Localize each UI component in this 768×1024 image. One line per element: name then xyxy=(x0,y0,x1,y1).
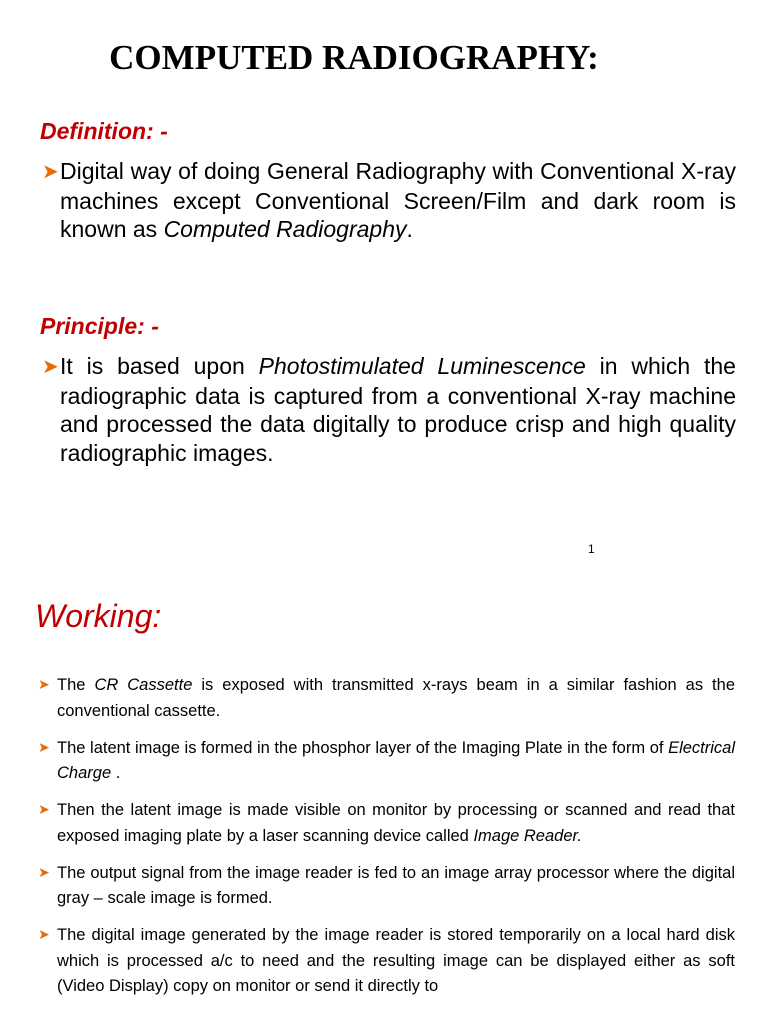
working-list xyxy=(38,672,735,1010)
page-title: COMPUTED RADIOGRAPHY: xyxy=(109,38,599,77)
item-emphasis: Image Reader. xyxy=(473,826,582,845)
principle-text-end: in which the radiographic data is captured from a conventional X-ray machine and processed the data digitally to produce crisp and high quality radiographic images. xyxy=(60,353,736,466)
definition-block xyxy=(42,157,736,244)
definition-text: Digital way of doing General Radiography with Conventional X-ray machines except Conventional Screen/Film and dark room is known as xyxy=(60,158,736,242)
principle-emphasis: Photostimulated Luminescence xyxy=(258,353,586,379)
principle-paragraph xyxy=(42,352,736,467)
principle-block xyxy=(42,352,736,467)
slide-number: 1 xyxy=(588,542,595,556)
definition-paragraph xyxy=(42,157,736,244)
principle-text: It is based upon xyxy=(60,353,259,379)
item-text: Then the latent image is made visible on monitor by processing or scanned and read that exposed imaging plate by a laser scanning device called xyxy=(57,801,735,845)
list-item xyxy=(38,735,735,787)
working-heading: Working: xyxy=(35,598,162,634)
arrow-bullet-icon: ➤ xyxy=(38,863,50,880)
principle-heading: Principle: - xyxy=(40,313,159,339)
item-emphasis: Electrical Charge xyxy=(57,738,735,782)
arrow-bullet-icon: ➤ xyxy=(38,926,50,942)
arrow-bullet-icon: ➤ xyxy=(38,676,50,692)
list-item xyxy=(38,797,735,849)
definition-text-end: . xyxy=(406,216,413,242)
item-text: The digital image generated by the image reader is stored temporarily on a local hard disk which is processed a/c to need and the resulting image can be displayed either as soft (Video Display) copy on monitor or send it directly to xyxy=(57,926,735,995)
definition-heading: Definition: - xyxy=(40,118,168,144)
item-text: The output signal from the image reader is fed to an image array processor where the digital gray – scale image is formed. xyxy=(57,863,735,907)
arrow-bullet-icon: ➤ xyxy=(42,161,59,183)
item-text-end: is exposed with transmitted x-rays beam in a similar fashion as the conventional cassette. xyxy=(57,676,735,720)
item-text: The xyxy=(57,676,95,694)
list-item xyxy=(38,922,735,1000)
arrow-bullet-icon: ➤ xyxy=(42,356,59,378)
list-item xyxy=(38,860,735,912)
item-text-end: . xyxy=(111,764,121,782)
arrow-bullet-icon: ➤ xyxy=(38,738,50,755)
arrow-bullet-icon: ➤ xyxy=(38,801,50,817)
definition-emphasis: Computed Radiography xyxy=(163,216,407,242)
item-text: The latent image is formed in the phosphor layer of the Imaging Plate in the form of xyxy=(57,738,669,757)
list-item xyxy=(38,672,735,724)
item-emphasis: CR Cassette xyxy=(94,676,193,694)
